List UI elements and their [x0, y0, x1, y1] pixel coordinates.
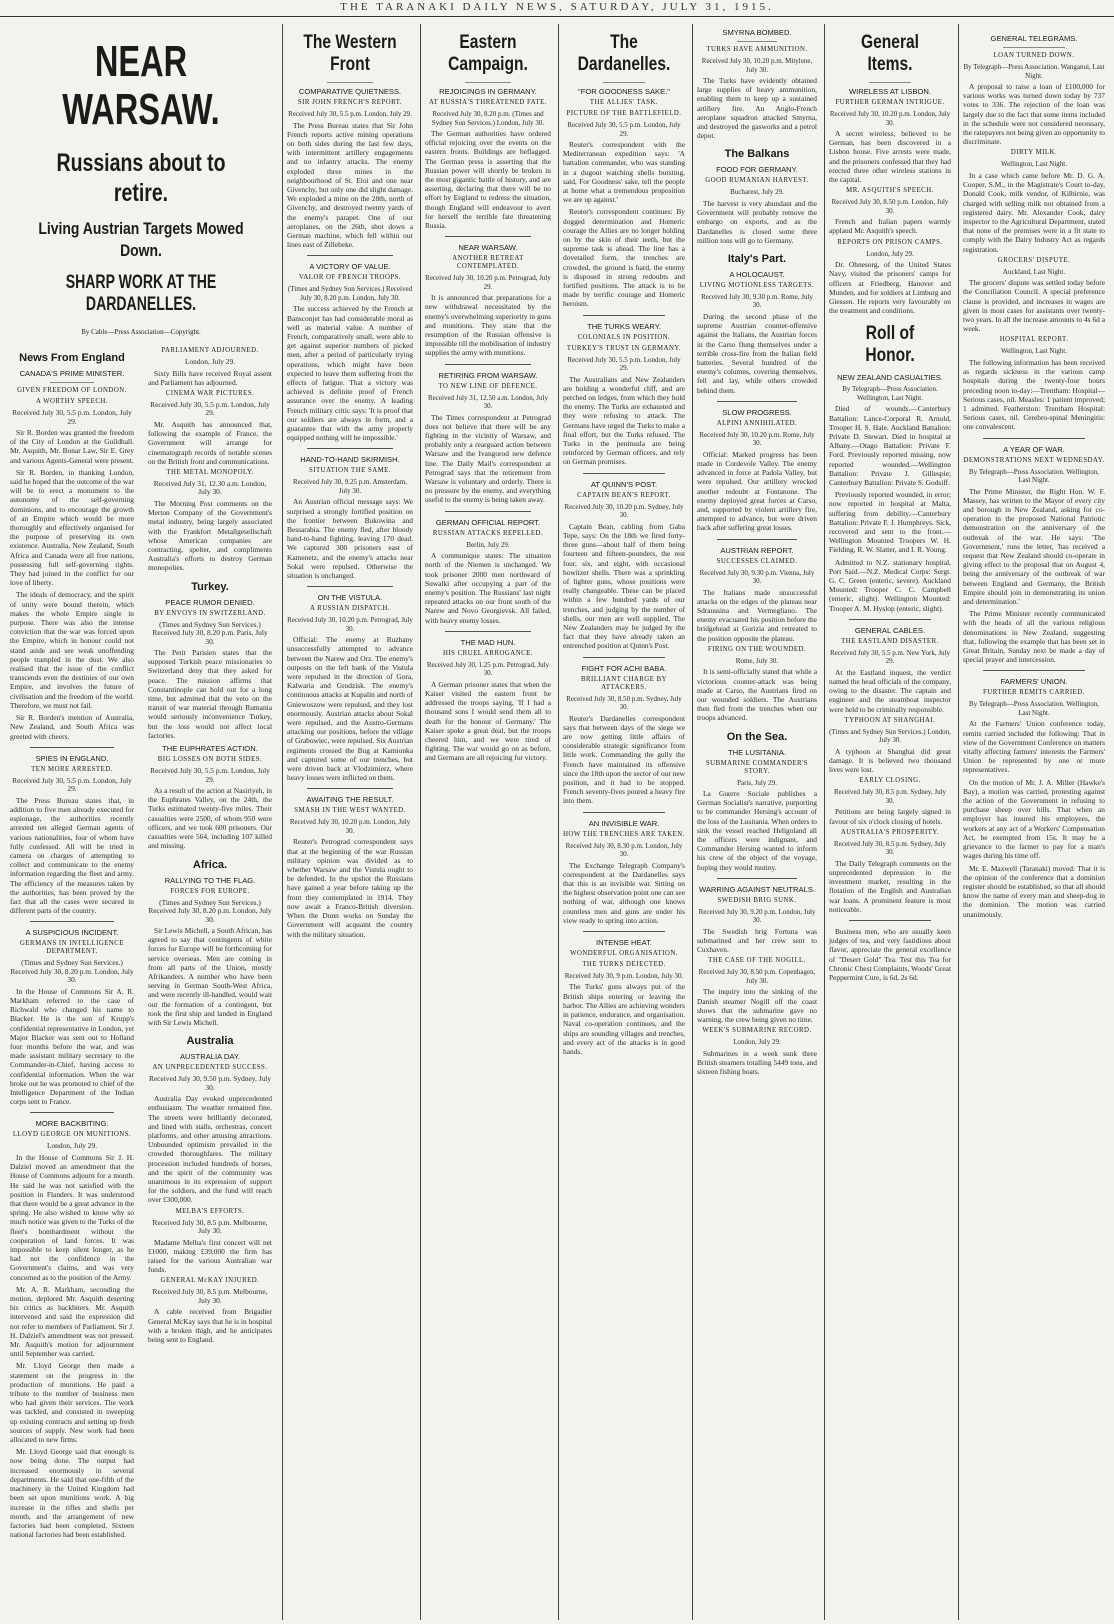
divider	[737, 41, 777, 42]
divider	[983, 670, 1085, 671]
subheading: SWEDISH BRIG SUNK.	[717, 896, 797, 904]
subheading: SUCCESSES CLAIMED.	[716, 557, 798, 565]
paragraph: A communique states: The situation north of the Niemen is unchanged. We took prisoner 2000 men northward of Suwalki after occupying a part of the enemy's position. The Russians' last night repeated attacks on our front south of the Narew and Novo Georgievsk. All failed, with heavy enemy losses.	[425, 551, 551, 625]
subheading: GIVEN FREEDOM OF LONDON.	[17, 387, 127, 394]
dateline: (Times and Sydney Sun Services.) Received July 30, 8.20 p.m. Paris, July 30.	[152, 619, 268, 646]
paragraph: In the House of Commons Sir J. H. Dalziel moved an amendment that the House of Commons adjourn for a month. He said he was not satisfied with the position in Flanders. It was understood that there would be a great advance in the spring. He also wished to know why so much notice was given to the Turks of the fleet's bombardment without the cooperation of land forces. It was impossible to keep silent longer, as he had not the confidence in the Government's claims, and was very concerned as to the position of the Army.	[10, 1152, 134, 1282]
article-heading: GERMAN OFFICIAL REPORT.	[435, 517, 541, 527]
subheading: VALOR OF FRENCH TROOPS.	[298, 274, 402, 282]
dateline: By Telegraph—Press Association. Wellington, Last Night.	[842, 385, 938, 402]
dateline: Received July 30, 8.5 p.m. Melbourne, July 30.	[152, 1287, 268, 1305]
dateline: By Telegraph—Press Association. Wanganui, Last Night.	[963, 63, 1105, 80]
dateline: Received July 30, 10.20 p.m. Petrograd, July 30.	[287, 616, 413, 633]
paragraph: A proposal to raise a loan of £100,000 for various works was turned down today by 737 votes to 336. The rejection of the loan was largely due to the fact that some items included in the schedule were not considered necessary, the ratepayers not being given an opportunity to discriminate.	[963, 82, 1105, 147]
article-heading: INTENSE HEAT.	[596, 937, 652, 947]
divider	[445, 364, 531, 365]
paragraph: The Australians and New Zealanders are holding a wonderful cliff, and are perched on ledges, from which they hold the enemy. The Turks are exhausted and they were refusing to attack. The Germans have urged the Turks to make a final effort, but the Turks refused. The Turks in the peninsula are being reinforced by German officers, and rely on German promises.	[563, 374, 685, 467]
dateline: London, July 29.	[184, 357, 236, 366]
subheading: GROCERS' DISPUTE.	[997, 256, 1071, 264]
paragraph: Died of wounds.—Canterbury Battalion: Lance-Corporal R. Arnold, Trooper H. S. Hale. Auckland Battalion: Private D. Stewart. Died in hospital at Albany.—Otago Battalion: Private F. Ford. Previously reported missing, now reported wounded.—Wellington Battalion: Private J. Gillespie; Canterbury Battalion: Private S. Godsiff.	[829, 404, 951, 487]
section-heading: Turkey.	[191, 580, 229, 593]
paragraph: A cable received from Brigadier General McKay says that he is in hospital with a broken thigh, and he anticipates being sent to England.	[148, 1307, 272, 1345]
paragraph: Mr. E. Maxwell (Taranaki) moved: That it is the opinion of the conference that a dominion register should be established, so that all should know the name of every man and sheep-dog in the dominion. The motion was carried unanimously.	[963, 863, 1105, 919]
dateline: By Telegraph—Press Association. Wellington, Last Night.	[969, 467, 1099, 485]
section-heading: Eastern Campaign.	[448, 32, 528, 75]
paragraph: At the Farmers' Union conference today, remits carried included the following: That in view of the Government Conference on matters vitally affecting farmers' interests the Farmers' Union be represented by one or more representatives.	[963, 719, 1105, 775]
article-heading: PEACE RUMOR DENIED.	[165, 597, 255, 607]
paragraph: Sixty Bills have received Royal assent and Parliament has adjourned.	[148, 368, 272, 387]
divider	[327, 82, 373, 83]
column-western-front	[282, 24, 417, 1620]
subheading: GERMANS IN INTELLIGENCE DEPARTMENT.	[19, 940, 124, 956]
subheading: ALPINI ANNIHILATED.	[716, 419, 798, 427]
dateline: Received July 30, 9.20 p.m. London, July 30.	[698, 907, 816, 925]
dateline: Received July 30, 8.5 p.m. Sydney, July 30.	[833, 839, 947, 857]
article-heading: FIGHT FOR ACHI BABA.	[581, 663, 667, 673]
dateline: Received July 30, 8.5 p.m. Melbourne, July 30.	[152, 1217, 268, 1236]
paragraph: The Italians made unsuccessful attacks on the edges of the plateau near Sdraussina and Vermegliano. The enemy evacuated his position before the bridgehead at Gorizia and retreated to the position opposite the plateau.	[697, 587, 817, 643]
paragraph: Official: The enemy at Ruzhany unsuccessfully attempted to advance between the Narew and Orz. The enemy's outposts on the left bank of the Vistula were repulsed in the direction of Gora, Kalwaria and Grodzisk. The enemy's continuous attacks at Kupalin and north of Gniewoszow were repulsed, and they lost enormously. Austrian attacks about Sokal were repulsed, and the Austro-Germans attacking our positions, before the village of Grabowiec, were repulsed. Six Austrian regiments crossed the Bug at Kamionka and captured some of our trenches, but were driven back at Vlodzimierz, where heavy losses were inflicted on them.	[287, 635, 413, 783]
paragraph: The Exchange Telegraph Company's correspondent at the Dardanelles says that this is an invisible war. Sitting on the highest observation point one can see nothing of war, although one knows countless men and guns are under his view ready to spring into action.	[563, 860, 685, 925]
subheading: PARLIAMENT ADJOURNED.	[161, 347, 259, 354]
section-heading: On the Sea.	[726, 730, 788, 743]
advertisement: Business men, who are usually keen judges of tea, and very fastidious about flavor, appreciate the general excellence of "Desert Gold" Tea. Test this Tea for Chronic Chest Complaints, Woods' Great Peppermint Cure, is 6d, 2s 6d.	[829, 927, 951, 983]
subheading: REPORTS ON PRISON CAMPS.	[837, 238, 943, 246]
article-heading: AUSTRIAN REPORT.	[720, 545, 794, 555]
dateline: Received July 30, 9.30 p.m. Vienna, July 30.	[699, 568, 815, 586]
subheading: LLOYD GEORGE ON MUNITIONS.	[12, 1131, 132, 1139]
article-heading: AN INVISIBLE WAR.	[588, 818, 660, 828]
divider	[603, 82, 645, 83]
article-heading: AT QUINN'S POST.	[590, 479, 658, 489]
divider	[30, 921, 114, 922]
subheading: A RUSSIAN DISPATCH.	[309, 605, 391, 613]
divider	[30, 1112, 114, 1113]
divider	[445, 511, 531, 512]
subheading: THE EASTLAND DISASTER.	[841, 637, 939, 645]
divider	[583, 812, 665, 813]
paragraph: A typhoon at Shanghai did great damage. It is believed two thousand lives were lost.	[829, 746, 951, 775]
dateline: Received July 30, 10.20 p.m. Rome, July 30.	[699, 430, 815, 448]
dateline: Paris, July 29.	[737, 778, 777, 787]
subheading: AT RUSSIA'S THREATENED FATE.	[429, 99, 547, 106]
paragraph: The Press Bureau states that Sir John French reports active mining operations on both sides during the last few days, with intermittent artillery engagements and no infantry attacks. The enemy exploded three mines in the neighbourhood of St. Eloi and one near Givenchy, but only one did slight damage. We exploded a mine on the 28th, north of Givenchy, and destroyed twenty yards of the enemy's parapet. One of our aeroplanes, on the 26th, shot down a German machine, which fell within our lines east of Zillebeke.	[287, 120, 413, 250]
dateline: Received July 30, 5.5 p.m. New York, July 29.	[830, 648, 950, 666]
paragraph: The Turks have evidently obtained large supplies of heavy ammunition, enabling them to keep up a sustained artillery fire. An Anglo-French aeroplane squadron attacked Smyrna, and destroyed the gasworks and a petrol depot.	[697, 76, 817, 141]
paragraph: An Austrian official message says: We surprised a strongly fortified position on the frontier between Bukowina and Bessarabia. The enemy fled, after bloody hand-to-hand fighting, leaving 170 dead. We captured 300 prisoners east of Kamenetz, and the enemy's attacks near Sokal were repulsed. Otherwise the situation is unchanged.	[287, 497, 413, 581]
subheadline-russians: Russians about to retire.	[56, 149, 226, 207]
subheading: LIVING MOTIONLESS TARGETS.	[699, 281, 815, 289]
paragraph: The Turks' guns always put of the British ships entering or leaving the harbor. The Allies are achieving wonders in patience, endurance, and organisation. Naval co-operation continues, and the ships are sounding villages and trenches, and every act of the attacks is in good hands.	[563, 982, 685, 1056]
paragraph: Sir R. Borden's mention of Australia, New Zealand, and South Africa was greeted with cheers.	[10, 713, 134, 741]
paragraph: Reuter's correspondent with the Mediterranean expedition says: 'A battalion commander, who was standing in a dugout watching shells bursting, said, For Goodness' sake, tell the people at home what a tremendous proposition we are up against.'	[563, 140, 685, 205]
article-heading: GENERAL CABLES.	[854, 625, 926, 635]
article-heading: SMYRNA BOMBED.	[722, 28, 792, 37]
paragraph: The German authorities have ordered official rejoicing over the events on the eastern fronts. Buildings are beflagged. The German press is asserting that the Russian power will shortly be broken in the most gigantic battle of history, and are asserting, declaring that there will be no effort by England to redress the situation, though England will endeavour to avert for herself the terrible fate threatening Russia.	[425, 129, 551, 231]
dateline: (Times and Sydney Sun Services.) Received July 30, 8.20 p.m. London, July 30.	[148, 897, 272, 924]
subheading: MR. ASQUITH'S SPEECH.	[846, 187, 934, 195]
article-heading: NEAR WARSAW.	[458, 243, 518, 253]
paragraph: At the Eastland inquest, the verdict named the head officials of the company, owing to the disaster. The captain and engineer and the steamboat inspector were held to be criminally responsible.	[829, 667, 951, 714]
article-heading: AUSTRALIA DAY.	[179, 1052, 241, 1062]
section-heading: News From England	[19, 352, 125, 364]
dateline: Received July 30, 5.5 p.m. London, July 29.	[12, 775, 132, 794]
subheading: HOSPITAL REPORT.	[999, 336, 1069, 344]
dateline: Received July 30, 5.5 p.m. London, July 29.	[150, 766, 270, 784]
subheading: AUSTRALIA'S PROSPERITY.	[840, 828, 940, 836]
subheading: THE ALLIES' TASK.	[589, 99, 659, 106]
dateline: Received July 30, 5.5 p.m. London, July 29.	[150, 399, 270, 418]
dateline: Bucharest, July 29.	[730, 188, 784, 197]
subheading: THE CASE OF THE NOGILL.	[708, 957, 806, 965]
byline: By Cable—Press Association—Copyright.	[81, 328, 201, 336]
dateline: Received July 30, 8.20 p.m. (Times and Sydney Sun Services.) London, July 30.	[431, 110, 545, 127]
subheading: BY ENVOYS IN SWITZERLAND.	[154, 609, 266, 617]
section-heading: GENERAL TELEGRAMS.	[990, 34, 1078, 43]
subheading: LOAN TURNED DOWN.	[993, 52, 1075, 59]
subheading: GENERAL McKAY INJURED.	[160, 1277, 260, 1285]
paragraph: On the motion of Mr. J. A. Miller (Hawke's Bay), a motion was carried, protesting against the action of the Government in refusing to purchase sheep over hills. That when an employer has insured his employees, the workers at any act of a Workers' Compensation Act, be exempted from 15s. It may be a grievance to the farmer to pay for a man's wages during his time off.	[963, 777, 1105, 861]
dateline: Received July 30, 10.20 p.m. Sydney, July 30.	[564, 502, 684, 520]
paragraph: Sir R. Borden, in thanking London, said he hoped that the outcome of the war will be to erect a monument to the autonomy of the self-governing dominions, and to encourage the growth of an Empire which would be more thoroughly and effectively organised for the purpose of preserving its own existence. Australia, New Zealand, South Africa and Canada were all free nations, possessing full self-governing rights. They had joined in the conflict for our love of liberty.	[10, 467, 134, 588]
article-heading: SPIES IN ENGLAND.	[35, 753, 109, 763]
subheading: TO NEW LINE OF DEFENCE.	[438, 382, 538, 390]
divider	[583, 473, 665, 474]
divider	[583, 657, 665, 658]
divider	[849, 619, 931, 620]
paragraph: The following information has been received as regards sickness in the various camp hospitals during the twenty-four hours preceding noon to-day:—Trentham: Hospital—Serious cases, nil. Measles: 1 patient improved; 1 admitted. Featherston: Trentham Hospital: Serious cases, nil. Cerebro-spinal Meningitis: one convalescent.	[963, 357, 1105, 432]
dateline: Received July 30, 8.50 p.m. London, July 30.	[831, 198, 949, 215]
dateline: Received July 30, 10.20 p.m. Petrograd, July 29.	[425, 274, 551, 291]
dateline: Received July 31, 12.50 a.m. London, July 30.	[428, 393, 548, 411]
paragraph: The success achieved by the French at Bansconjet has had considerable moral as well as material value. A number of French, comparatively small, were able to get against superior numbers of picked men, after a period of particularly trying operations, which might have been expected to leave them suffering from the effects of fatigue. That a victory was achieved is definite proof of French assurance over the enemy. A leading French military critic says: 'It is proof that our soldiers are always in form, and a guarantee that with the army properly equipped nothing will be impossible.'	[287, 304, 413, 443]
column-smyrna-balkans-italy	[692, 24, 821, 1620]
subheading: TURKS HAVE AMMUNITION.	[706, 46, 808, 53]
paragraph: During the second phase of the supreme Austrian counter-offensive against the Italians, the Austrian forces in the Carso flung themselves under a terrible cross-fire from the Italian field batteries. Several hundred of the enemy's columns, covering themselves, fell and lay, while others crowded behind them.	[697, 311, 817, 395]
subheading: RUSSIAN ATTACKS REPELLED.	[432, 529, 544, 537]
divider	[869, 82, 911, 83]
article-heading: REJOICINGS IN GERMANY.	[439, 87, 537, 96]
dateline: Received July 31, 12.30 a.m. London, July 30.	[153, 478, 267, 497]
section-heading: The Balkans	[724, 148, 790, 161]
subheading: TYPHOON AT SHANGHAI.	[844, 716, 936, 724]
subheading: CAPTAIN BEAN'S REPORT.	[577, 491, 671, 499]
article-heading: FARMERS' UNION.	[1000, 677, 1068, 687]
article-heading: WIRELESS AT LISBON.	[848, 87, 931, 96]
paragraph: The Prime Minister recently communicated with the heads of all the various religious denominations in New Zealand, suggesting that, following the example that has been set in Great Britain, Sunday next be made a day of special prayer and intercession.	[963, 609, 1105, 665]
dateline: Received July 30, 8.30 p.m. London, July 30.	[565, 841, 683, 859]
subheading: COLONIALS IN POSITION.	[577, 333, 671, 341]
divider	[717, 878, 797, 879]
paragraph: The harvest is very abundant and the Government will probably remove the embargo on exports, and as the Dardanelles is closed some three million tons will go to Germany.	[697, 198, 817, 245]
article-heading: HAND-TO-HAND SKIRMISH.	[300, 455, 400, 465]
headline-near-warsaw: NEAR WARSAW.	[62, 37, 220, 134]
dateline: Received July 30, 8.50 p.m. Copenhagen, July 30.	[698, 968, 816, 985]
subheading: SUBMARINE COMMANDER'S STORY.	[705, 759, 809, 775]
dateline: Received July 30, 5.5 p.m. London, July 29.	[567, 121, 681, 138]
subheading: WEEK'S SUBMARINE RECORD.	[702, 1027, 812, 1035]
dateline: Wellington, Last Night.	[1001, 347, 1067, 356]
paragraph: A secret wireless, believed to be German, has been discovered in a Lisbon house. Five arrests were made, and the prisoners confessed that they had erected three other wireless stations in the capital.	[829, 129, 951, 185]
subheadline-dardanelles: SHARP WORK AT THE DARDANELLES.	[65, 272, 217, 315]
paragraph: Mr. A. R. Markham, seconding the motion, deplored Mr. Asquith deserting his critics as backbiters. Mr. Asquith intervened and said the expression did not refer to members of Parliament. Sir J. H. Dalziel's amendment was not pressed. Mr. Asquith's motion for adjournment until September was carried.	[10, 1284, 134, 1359]
article-heading: ON THE VISTULA.	[317, 593, 383, 603]
paragraph: Sir R. Borden was granted the freedom of the City of London at the Guildhall. Mr. Asquith, Mr. Bonar Law, Sir E. Grey and various Agents-General were present.	[10, 428, 134, 465]
article-heading: "FOR GOODNESS SAKE."	[578, 87, 670, 96]
paragraph: Submarines in a week sunk three British steamers totalling 5449 tons, and sixteen fishing boats.	[697, 1048, 817, 1077]
article-heading: THE LUSITANIA.	[727, 747, 787, 757]
subheading: CINEMA WAR PICTURES.	[165, 389, 255, 397]
subheading: HIS CRUEL ARROGANCE.	[443, 649, 533, 657]
divider	[849, 920, 931, 921]
paragraph: The Times correspondent at Petrograd does not believe that there will be any fighting in the vicinity of Warsaw, and probably only a rearguard action between Warsaw and the Ivangorod new defence line. The Daily Mail's correspondent at Petrograd says that the retirement from Warsaw is voluntary and orderly. There is no pressure by the enemy, and everything useful to the enemy is being taken away.	[425, 412, 551, 505]
section-heading: Australia	[186, 1035, 234, 1048]
divider	[983, 438, 1085, 439]
dateline: Received July 30, 5.5 p.m. London, July 29.	[12, 408, 132, 426]
divider	[307, 788, 393, 789]
paragraph: It is semi-officially stated that while a victorious counter-attack was being made at Carso, the Austrians fired on our wounded soldiers. The Austrians then fled from the trenches when our troops advanced.	[697, 667, 817, 723]
subheading: HOW THE TRENCHES ARE TAKEN.	[563, 830, 685, 838]
subheadline-austrian-targets: Living Austrian Targets Mowed Down.	[38, 219, 244, 260]
article-heading: A VICTORY OF VALUE.	[309, 262, 391, 272]
article-heading: AWAITING THE RESULT.	[306, 795, 394, 805]
paragraph: Mr. Asquith has announced that, following the example of France, the Government will arrange for cinematograph records of notable scenes on the British front and communications.	[148, 419, 272, 466]
paragraph: Reuter's correspondent continues: By dogged determination and Homeric courage the Allies are no longer holding on by the skin of their teeth, but the supreme task is ahead. The line has a dovetailed form, the trenches are crowded, the ground is hard, the enemy is disposed in strong redoubts and fortified positions. The attack is to be made by terrific courage and Homeric heroism.	[563, 207, 685, 309]
column-dardanelles	[558, 24, 689, 1620]
dateline: (Times and Sydney Sun Services.) Received July 30, 8.20 p.m. London, July 30.	[10, 958, 134, 985]
subheading: FURTHER REMITS CARRIED.	[983, 689, 1085, 697]
paragraph: Dr. Ohnesorg, of the United States Navy, visited the prisoners' camps for officers at Friedberg, Hanover and Munden, and for soldiers at Limburg and Giessen. He reports very favourably on the treatment and conditions.	[829, 260, 951, 316]
subheading: ANOTHER RETREAT CONTEMPLATED.	[452, 255, 524, 271]
article-heading: NEW ZEALAND CASUALTIES.	[837, 373, 943, 383]
dateline: Received July 30, 9 p.m. London, July 30.	[564, 971, 684, 980]
paragraph: Official: Marked progress has been made in Cordevole Valley. The enemy advanced in force at Padola Valley, but were repulsed. Our artillery wrecked another redoubt at Fontanone. The enemy deployed great forces at Carso, and, supported by violent artillery fire, attempted to advance, but were driven back after suffering great losses.	[697, 449, 817, 533]
article-heading: CANADA'S PRIME MINISTER.	[19, 369, 125, 378]
dateline: Received July 30, 9.25 p.m. Amsterdam, July 30.	[293, 478, 407, 495]
dateline: Received July 30, 10.20 p.m. Mitylene, July 30.	[701, 57, 813, 74]
paragraph: In the House of Commons Sir A. R. Markham referred to the case of Richwald who changed his name to Blacker. He is the son of Krupp's confidential representative in London, yet Major Blacker was sent out to Holland four months before the war, and was made assistant military secretary to the Commander-in-Chief, having access to confidential information. When the war broke out he was promoted to chief of the Intelligence Department of the Indian corps sent to France.	[10, 986, 134, 1107]
subheading: TEN MORE ARRESTED.	[31, 765, 113, 773]
paragraph: Previously reported wounded, in error; now reported in hospital at Malta, suffering from debility.—Canterbury Battalion: Private F. J. Humphreys. Sick, recovered and sent to the front.—Wellington Mounted Troopers W. H. Fielding, R. W. Slatter, and I. R. Young.	[829, 490, 951, 555]
paragraph: Captain Bean, cabling from Gaba Tepe, says: On the 18th we fired forty-three guns—about half of them being fourteen and fifteen-pounders, the rest four, six, and eight, with occasional howitzer shells. There was a sprinkling of lighter guns, whose positions were really changeable. These can be placed within a few hundred yards of our trenches, and judging by the number of shells, our men are well supplied. The New Zealanders may be judged by the fact that they have already taken an entrenched position at Quinn's Post.	[563, 521, 685, 651]
section-heading: Africa.	[192, 858, 228, 871]
paragraph: La Guerre Sociale publishes a German Socialist's narrative, purporting to be commander Hersing's account of the loss of the Lusitania. When orders to sink the vessel reached Heligoland all the officers were indignant, and Commander Hersing wanted to inform his crew of the object of the voyage, hoping they would mutiny.	[697, 789, 817, 872]
divider	[583, 315, 665, 316]
section-heading: The Dardanelles.	[577, 32, 671, 75]
subheading: BRILLIANT CHARGE BY ATTACKERS.	[580, 675, 668, 691]
article-heading: WARRING AGAINST NEUTRALS.	[698, 884, 816, 894]
paragraph: Mr. Lloyd George said that enough is now being done. The output had increased enormously in several departments. He said that one-fifth of the machinery in the United Kingdom had been set upon munitions work. A big increase in the rifles and shells per month, and the arrangement of new factories had been completed. Sixteen national factories had been established.	[10, 1447, 134, 1540]
paragraph: Sir Lewis Michell, a South African, has agreed to say that contingents of white forces for Europe will be forthcoming for service overseas. Men are coming in from all parts of the Union, mostly Afrikanders. A number who have been serving in German South-West Africa, and were recently ill-handled, would wait out the formation of a contingent, but took the first ship and landed in England with Sir Lewis Michell.	[148, 926, 272, 1028]
paragraph: As a result of the action at Nasiriyeh, in the Euphrates Valley, on the 24th, the Turks estimated twenty-five miles. Their casualties were 2500, of whom 950 were officers, and we took 600 prisoners. Our casualties were 564, including 107 killed and missing.	[148, 786, 272, 851]
article-heading: THE TURKS WEARY.	[587, 321, 661, 331]
section-heading: The Western Front	[303, 32, 397, 75]
article-heading: RETIRING FROM WARSAW.	[438, 370, 538, 380]
paragraph: Madame Melba's first concert will net £1000, making £39,000 the firm has raised for the various Australian war funds.	[148, 1237, 272, 1275]
article-heading: THE MAD HUN.	[460, 637, 516, 647]
subheading: DEMONSTRATIONS NEXT WEDNESDAY.	[963, 456, 1105, 464]
article-heading: A SUSPICIOUS INCIDENT.	[25, 928, 119, 938]
dateline: (Times and Sydney Sun Services.) London, July 30.	[829, 727, 951, 745]
column-near-warsaw	[6, 24, 276, 1620]
subheading: SIR JOHN FRENCH'S REPORT.	[297, 99, 403, 106]
paragraph: French and Italian papers warmly applaud Mr. Asquith's speech.	[829, 217, 951, 236]
divider	[445, 631, 531, 632]
paragraph: The grocers' dispute was settled today before the Conciliation Council. A special preference clause is provided, and increases in wages are given in most cases for assistants over twenty-two years. In all the increase amounts to 4s 6d a week.	[963, 278, 1105, 334]
divider	[307, 586, 393, 587]
subheading: GOOD RUMANIAN HARVEST.	[705, 177, 809, 185]
paragraph: Mr. Lloyd George then made a statement on the progress in the production of munitions. He paid a tribute to the number of business men who had given their services. The work was tackled, and consisted in sweeping up existing contracts and setting up fresh sources of supply. New work had been allocated to new firms.	[10, 1361, 134, 1445]
paragraph: Reuter's Dardanelles correspondent says that between days of the siege we are now getting little affairs of considerable strategic significance from little work. Commanding the gully the French have maintained its offensive since the 18th upon the sector of our new position, and it had to be stopped. French seventy-fives poured a heavy fire into them.	[563, 713, 685, 806]
section-heading: General Items.	[860, 32, 920, 75]
subheading: EARLY CLOSING.	[859, 777, 921, 785]
paragraph: The Petit Parisien states that the supposed Turkish peace missionaries to Switzerland deny that they asked for peace. The mission affirms that Constantinople can hold out for a long time, but admitted that the veto on the transit of war material through Rumania would seriously inconvenience Turkey, but the loss would not affect local factories.	[148, 648, 272, 740]
column-1a	[6, 344, 138, 1542]
section-heading: Roll of Honor.	[865, 323, 915, 367]
divider	[30, 747, 114, 748]
dateline: By Telegraph—Press Association. Wellington, Last Night.	[969, 700, 1099, 717]
subheading: FURTHER GERMAN INTRIGUE.	[835, 99, 945, 106]
dateline: London, July 29.	[733, 1038, 781, 1047]
dateline: Rome, July 30.	[735, 656, 779, 665]
dateline: Auckland, Last Night.	[1002, 267, 1066, 276]
dateline: London, July 29.	[866, 249, 914, 258]
dateline: Berlin, July 29.	[466, 540, 510, 549]
subheading: MELBA'S EFFORTS.	[175, 1207, 245, 1215]
subheading: FIRING ON THE WOUNDED.	[707, 645, 807, 653]
subheading: AN UNPRECEDENTED SUCCESS.	[152, 1064, 268, 1072]
subheading: TURKEY'S TRUST IN GERMANY.	[566, 344, 682, 352]
dateline: Received July 30, 9.50 p.m. Sydney, July 30.	[148, 1074, 272, 1092]
article-heading: FOOD FOR GERMANY.	[716, 165, 798, 175]
masthead: THE TARANAKI DAILY NEWS, SATURDAY, JULY 31, 1915.	[0, 0, 1114, 17]
divider	[465, 82, 511, 83]
paragraph: The Press Bureau states that, in addition to five men already executed for espionage, the authorities recently arrested ten alleged German agents of various nationalities, four of whom have fully confessed. All will be tried in camera on charges of attempting to collect and communicate to the enemy information regarding the fleet and army. The efficiency of the measures taken by the authorities, has been proved by the fact that all the cases were secured in different parts of the country.	[10, 795, 134, 916]
subheading: SMASH IN THE WEST WANTED.	[294, 807, 406, 815]
paragraph: Australia Day evoked unprecedented enthusiasm. The weather remained fine. The streets were brilliantly decorated, and lined with stalls, orchestras, concert platforms, and other amusing attractions. Unbounded optimism prevailed in the crowded thoroughfares. The military procession included hundreds of horses, and the spirit of the community was unanimous in its expression of support for the soldiers, and the fund will reach over £300,000.	[148, 1094, 272, 1205]
article-heading: SLOW PROGRESS.	[722, 407, 792, 417]
paragraph: The Morning Post comments on the Merton Company of the Government's metal industry, being largely associated with the Frankfort Metallgesellschaft whose American companies are contracting, spelter, and compliments Australia's efforts to destroy German monopolies.	[148, 498, 272, 573]
dateline: Received July 30, 8.50 p.m. Sydney, July 30.	[566, 694, 682, 712]
divider	[717, 401, 797, 402]
subheading: BIG LOSSES ON BOTH SIDES.	[157, 756, 263, 764]
subheading: A WORTHY SPEECH.	[36, 398, 108, 405]
divider	[445, 236, 531, 237]
article-heading: COMPARATIVE QUIETNESS.	[298, 87, 402, 96]
article-heading: THE EUPHRATES ACTION.	[162, 744, 258, 754]
paragraph: Petitions are being largely signed in favour of six o'clock closing of hotels.	[829, 807, 951, 826]
section-heading: Italy's Part.	[727, 252, 787, 265]
dateline: Received July 30, 9.30 p.m. Rome, July 30.	[701, 292, 813, 310]
dateline: Received July 30, 5.5 p.m. London, July 29.	[567, 355, 681, 373]
column-general-items	[824, 24, 955, 1620]
subheading: FORCES FOR EUROPE.	[170, 887, 250, 895]
divider	[1003, 47, 1065, 48]
subheading: PICTURE OF THE BATTLEFIELD.	[566, 110, 682, 117]
column-general-telegrams	[958, 24, 1109, 1620]
dateline: Received July 30, 1.25 p.m. Petrograd, July 30.	[426, 660, 550, 678]
paragraph: In a case which came before Mr. D. G. A. Cooper, S.M., in the Magistrate's Court to-day, Donald Cook, milk vendor, of Kilbirnie, was charged with selling milk not obtained from a registered dairy. Mr. Alexander Cook, dairy inspector to the Agricultural Department, stated that none of the premises were in a fit state to comply with the Dairy Industry Act as regards registration.	[963, 170, 1105, 254]
dateline: Received July 30, 8.5 p.m. Sydney, July 30.	[833, 788, 947, 805]
paragraph: The Prime Minister, the Right Hon. W. F. Massey, has written to the Mayor of every city and borough in New Zealand, asking for co-operation in the proposed National Patriotic demonstration on the anniversary of the outbreak of the war. He says: 'The Government,' runs the letter, 'has received a request that New Zealand should co-operate in giving effect to the proposal that on August 4, being the anniversary of the outbreak of war between England and Germany, the British Empire should join in demonstrating its union and determination.'	[963, 486, 1105, 607]
paragraph: The Swedish brig Fortuna was submarined and her crew sent to Cuxhaven.	[697, 926, 817, 955]
divider	[583, 931, 665, 932]
article-heading: A YEAR OF WAR.	[1003, 444, 1065, 454]
paragraph: The Daily Telegraph comments on the unprecedented depression in the investment market, resulting in the flotation of the English and Australian war loans. A prominent feature is most noticeable.	[829, 858, 951, 914]
subheading: SITUATION THE SAME.	[308, 467, 392, 475]
paragraph: The inquiry into the sinking of the Danish steamer Nogill off the coast shows that the submarine gave no warning, the crew being given no time.	[697, 987, 817, 1025]
paragraph: It is announced that preparations for a new withdrawal necessitated by the enemy's overwhelming superiority in guns and munitions. They state that the resumption of the Russian offensive is impossible till the mobilisation of industry supplies the army with munitions.	[425, 293, 551, 358]
divider	[307, 255, 393, 256]
dateline: Received July 30, 10.20 p.m. London, July 30.	[829, 110, 951, 127]
paragraph: Reuter's Petrograd correspondent says that at the beginning of the war Russian military opinion was divided as to whether Warsaw and the Vistula ought to be defended. In the upshot the Russians have gained a year before taking up the front they contemplated in 1914. They now await a Franco-British diversion. When the Dunn works on Sunday the Government will acquaint the country with the military situation.	[287, 837, 413, 939]
divider	[50, 382, 94, 383]
subheading: THE METAL MONOPOLY.	[166, 468, 254, 476]
column-eastern-campaign	[420, 24, 555, 1620]
divider	[307, 448, 393, 449]
dateline: London, July 29.	[46, 1141, 98, 1151]
paragraph: The ideals of democracy, and the spirit of unity were bound therein, which makes the whole Empire single in purpose. There was also the intense conviction that the war was forced upon the Empire, which in honour could not stand aside and see weak unoffending people trampled in the dust. We also realised that the issue of the conflict transcends even the destinies of our own Empire, and involves the future of civilisation and the freedom of the world. Therefore, we must not fail.	[10, 590, 134, 710]
dateline: (Times and Sydney Sun Services.) Received July 30, 8.20 p.m. London, July 30.	[287, 285, 413, 302]
article-heading: RALLYING TO THE FLAG.	[164, 875, 256, 885]
column-1b	[144, 344, 276, 1542]
paragraph: Admitted to N.Z. stationary hospital, Port Said.—N.Z. Medical Corps: Sergt. G. C. Green (enteric, severe). Auckland Mounted: Trooper C. C. Campbell (enteric, slight). Wellington Mounted: Trooper A. M. Hyslop (enteric, slight).	[829, 557, 951, 613]
paragraph: A German prisoner states that when the Kaiser visited the eastern front he addressed the troops saying, 'If I had a thousand sons I would send them all to death for the honour of Germany.' The Kaiser spoke a great deal, but the troops cheered him, and we were tired of fighting. The war would go on as before, and Germans are all rejoicing for victory.	[425, 679, 551, 763]
dateline: Received July 30, 5.5 p.m. London, July 29.	[288, 110, 412, 118]
dateline: Received July 30, 10.20 p.m. London, July 30.	[289, 818, 411, 835]
divider	[717, 539, 797, 540]
subheading: THE TURKS DEJECTED.	[582, 960, 666, 968]
subheading: WONDERFUL ORGANISATION.	[570, 949, 678, 957]
dateline: Wellington, Last Night.	[1001, 160, 1067, 169]
subheading: DIRTY MILK.	[1010, 149, 1058, 157]
article-heading: MORE BACKBITING.	[35, 1119, 109, 1129]
article-heading: A HOLOCAUST.	[729, 269, 785, 279]
